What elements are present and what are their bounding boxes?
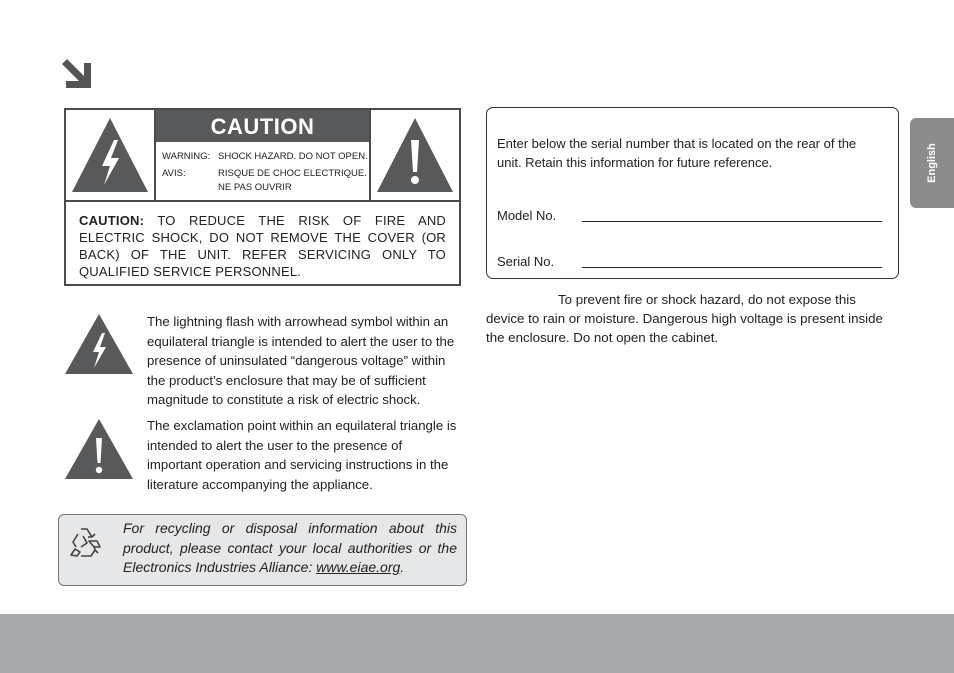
language-side-tab[interactable] <box>910 118 954 208</box>
lightning-symbol-description: The lightning flash with arrowhead symbol within an equilateral triangle is intended to alert the user to the presence of uninsulated “dangerous voltage” within the product’s enclosure that may be of sufficient magnitude to constitute a risk of electric shock. <box>147 314 455 407</box>
exclamation-symbol-description: The exclamation point within an equilateral triangle is intended to alert the user to the presence of important operation and servicing instructions in the literature accompanying the appliance. <box>147 418 457 492</box>
recycling-notice <box>58 514 467 586</box>
caution-lightning-cell <box>66 110 154 200</box>
recycle-icon <box>67 525 103 561</box>
side-tab-label: English <box>926 143 938 183</box>
footer-band <box>0 614 954 673</box>
warning-text-body: To prevent fire or shock hazard, do not expose this device to rain or moisture. Dangerous high voltage is present inside the enclosure. Do not open the cabinet. <box>486 292 883 345</box>
serial-intro-text: Enter below the serial number that is located on the rear of the unit. Retain this information for future reference. <box>497 136 857 170</box>
recycling-end: . <box>400 559 405 575</box>
caution-body-text <box>79 212 446 280</box>
exclamation-triangle-icon <box>371 110 459 198</box>
exclamation-triangle-icon <box>64 418 134 480</box>
caution-label-box <box>64 108 461 286</box>
model-number-field[interactable] <box>582 221 882 222</box>
warning-label: WARNING: <box>162 151 211 162</box>
lightning-triangle-icon <box>66 110 154 198</box>
avis-line1: RISQUE DE CHOC ELECTRIQUE. <box>218 168 367 179</box>
serial-number-box <box>486 107 899 279</box>
caution-center-panel <box>154 110 371 200</box>
avis-line2: NE PAS OUVRIR <box>218 182 292 193</box>
lightning-triangle-icon <box>64 313 134 375</box>
recycling-body: For recycling or disposal information about this product, please contact your local authorities or the Electronics Industries Alliance: <box>123 520 457 575</box>
serial-number-label: Serial No. <box>497 254 555 269</box>
caution-title: CAUTION <box>156 110 369 142</box>
caution-exclamation-cell <box>371 110 459 200</box>
caution-divider <box>66 200 459 202</box>
eiae-link[interactable]: www.eiae.org <box>316 559 401 575</box>
serial-number-field[interactable] <box>582 267 882 268</box>
avis-label: AVIS: <box>162 168 186 179</box>
model-number-label: Model No. <box>497 208 557 223</box>
warning-paragraph <box>486 290 886 347</box>
caution-body-main: TO REDUCE THE RISK OF FIRE AND ELECTRIC SHOCK, DO NOT REMOVE THE COVER (OR BACK) OF THE UNIT. REFER SERVICING ONLY TO QUALIFIED SERVICE PERSONNEL. <box>79 213 446 279</box>
recycling-text <box>123 519 457 578</box>
arrow-down-right-icon <box>58 55 94 91</box>
warning-text: SHOCK HAZARD. DO NOT OPEN. <box>218 151 368 162</box>
caution-body-lead: CAUTION: <box>79 213 145 228</box>
